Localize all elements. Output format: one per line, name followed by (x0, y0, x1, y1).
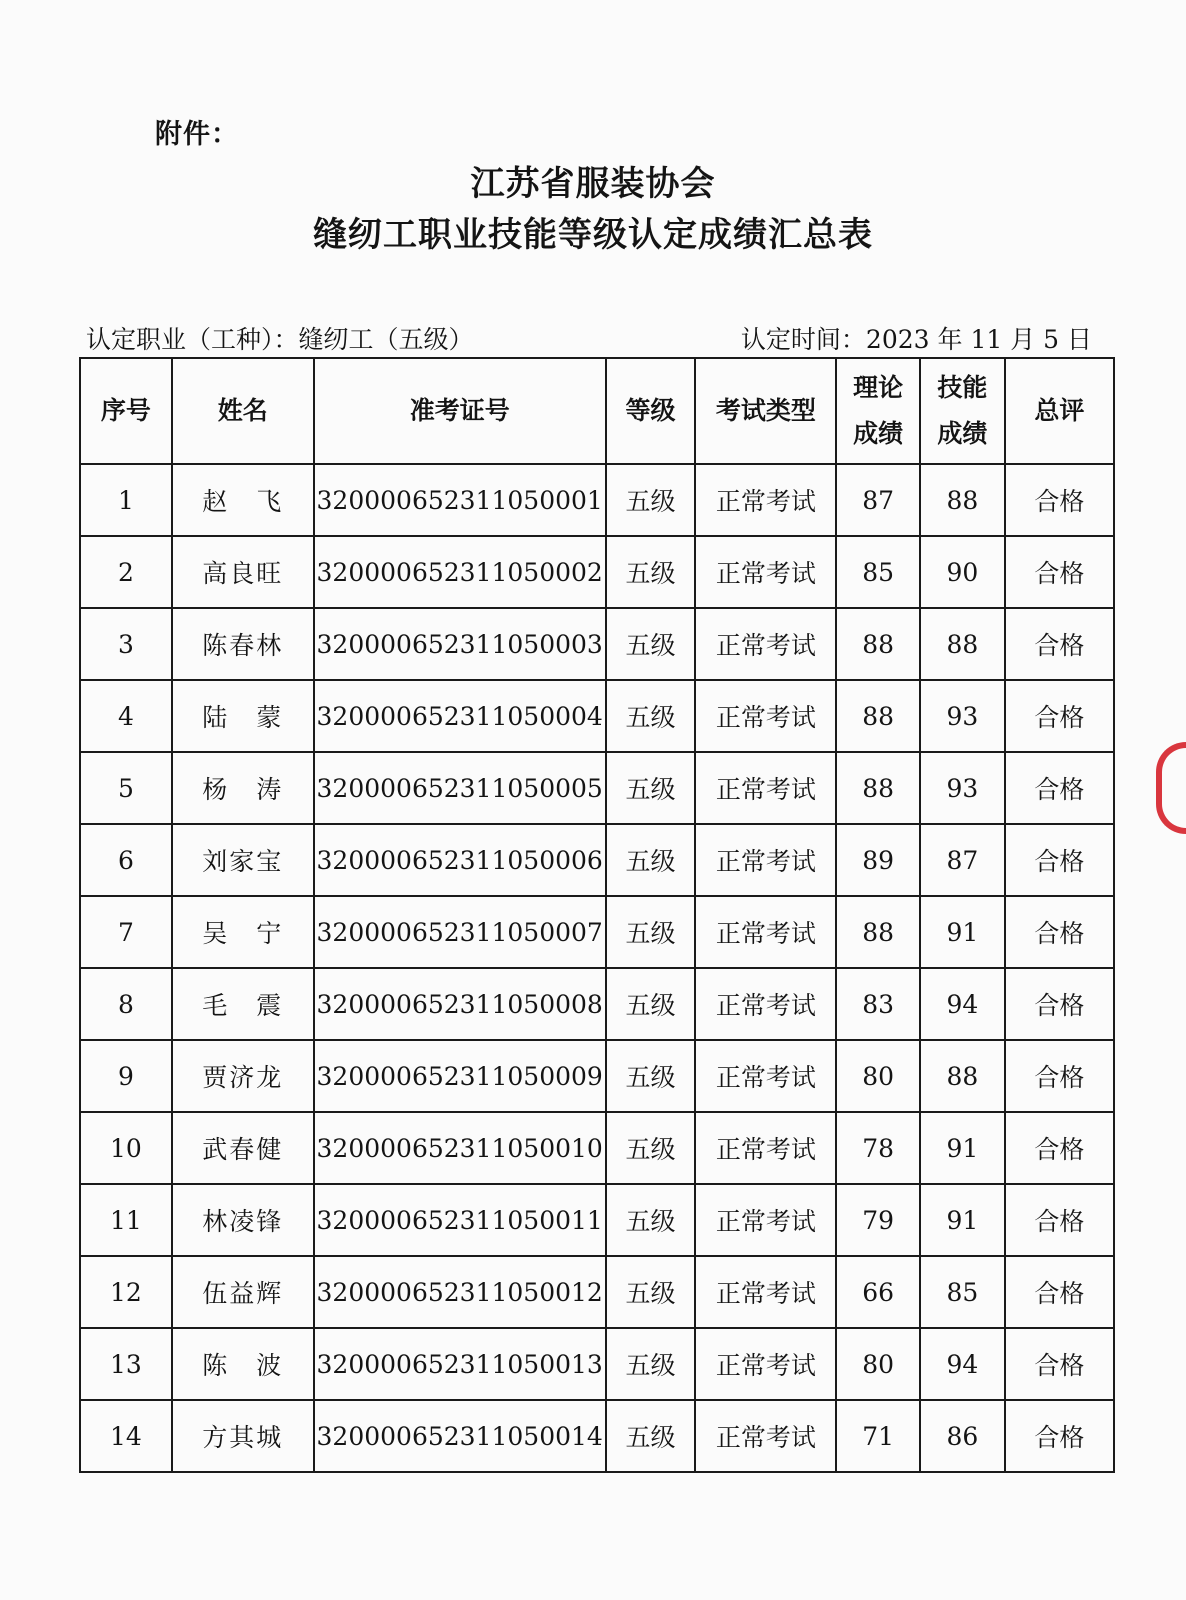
cell-exam-type: 正常考试 (695, 1112, 836, 1184)
cell-exam-type: 正常考试 (695, 752, 836, 824)
cell-exam-no: 320000652311050009 (314, 1040, 606, 1112)
cell-exam-type: 正常考试 (695, 824, 836, 896)
cell-seq: 11 (80, 1184, 172, 1256)
cell-overall: 合格 (1005, 968, 1114, 1040)
cell-exam-no: 320000652311050006 (314, 824, 606, 896)
table-row (80, 536, 1114, 608)
cell-theory-score: 88 (836, 608, 920, 680)
cell-seq: 3 (80, 608, 172, 680)
cell-skill-score: 94 (920, 968, 1005, 1040)
cell-exam-no: 320000652311050005 (314, 752, 606, 824)
header-theory-line1: 理论 (853, 373, 904, 402)
cell-overall: 合格 (1005, 1112, 1114, 1184)
cell-exam-no: 320000652311050013 (314, 1328, 606, 1400)
header-skill-line2: 成绩 (937, 419, 988, 448)
cell-exam-type: 正常考试 (695, 1400, 836, 1472)
cell-overall: 合格 (1005, 824, 1114, 896)
cell-level: 五级 (606, 536, 696, 608)
cell-seq: 1 (80, 464, 172, 536)
table-row (80, 464, 1114, 536)
cell-overall: 合格 (1005, 1328, 1114, 1400)
cell-seq: 14 (80, 1400, 172, 1472)
cell-skill-score: 85 (920, 1256, 1005, 1328)
cell-exam-type: 正常考试 (695, 464, 836, 536)
cell-skill-score: 93 (920, 680, 1005, 752)
cell-level: 五级 (606, 752, 696, 824)
cell-seq: 10 (80, 1112, 172, 1184)
header-skill-line1: 技能 (937, 373, 988, 402)
cell-overall: 合格 (1005, 1040, 1114, 1112)
cell-theory-score: 79 (836, 1184, 920, 1256)
cell-level: 五级 (606, 1040, 696, 1112)
cell-skill-score: 90 (920, 536, 1005, 608)
table-row (80, 896, 1114, 968)
cell-name: 方其城 (172, 1400, 314, 1472)
cell-seq: 4 (80, 680, 172, 752)
cell-name: 伍益辉 (172, 1256, 314, 1328)
cell-skill-score: 91 (920, 1112, 1005, 1184)
cell-name: 林凌锋 (172, 1184, 314, 1256)
cell-exam-no: 320000652311050014 (314, 1400, 606, 1472)
cell-overall: 合格 (1005, 680, 1114, 752)
cell-name: 毛 震 (172, 968, 314, 1040)
cell-name: 赵 飞 (172, 464, 314, 536)
cell-exam-type: 正常考试 (695, 1040, 836, 1112)
cell-theory-score: 83 (836, 968, 920, 1040)
cell-exam-no: 320000652311050012 (314, 1256, 606, 1328)
cell-level: 五级 (606, 1112, 696, 1184)
table-row (80, 968, 1114, 1040)
header-seq: 序号 (80, 358, 172, 464)
cell-theory-score: 85 (836, 536, 920, 608)
table-row (80, 1400, 1114, 1472)
table-row (80, 608, 1114, 680)
cell-overall: 合格 (1005, 752, 1114, 824)
cell-level: 五级 (606, 896, 696, 968)
cell-overall: 合格 (1005, 536, 1114, 608)
cell-seq: 2 (80, 536, 172, 608)
cell-overall: 合格 (1005, 464, 1114, 536)
cell-level: 五级 (606, 464, 696, 536)
cell-skill-score: 94 (920, 1328, 1005, 1400)
grades-table (79, 357, 1115, 1473)
cell-skill-score: 87 (920, 824, 1005, 896)
cell-theory-score: 89 (836, 824, 920, 896)
cell-exam-type: 正常考试 (695, 680, 836, 752)
cell-theory-score: 88 (836, 680, 920, 752)
cell-exam-no: 320000652311050003 (314, 608, 606, 680)
table-row (80, 1256, 1114, 1328)
table-header-row (80, 358, 1114, 464)
cell-name: 贾济龙 (172, 1040, 314, 1112)
cell-seq: 8 (80, 968, 172, 1040)
cell-exam-type: 正常考试 (695, 968, 836, 1040)
cell-seq: 12 (80, 1256, 172, 1328)
cell-seq: 7 (80, 896, 172, 968)
cell-exam-no: 320000652311050001 (314, 464, 606, 536)
cell-exam-type: 正常考试 (695, 896, 836, 968)
cell-exam-no: 320000652311050007 (314, 896, 606, 968)
table-row (80, 1328, 1114, 1400)
cell-overall: 合格 (1005, 896, 1114, 968)
cell-name: 刘家宝 (172, 824, 314, 896)
cell-skill-score: 91 (920, 1184, 1005, 1256)
cell-name: 陆 蒙 (172, 680, 314, 752)
cell-name: 杨 涛 (172, 752, 314, 824)
cell-name: 陈 波 (172, 1328, 314, 1400)
table-row (80, 752, 1114, 824)
cell-skill-score: 91 (920, 896, 1005, 968)
table-row (80, 824, 1114, 896)
cell-skill-score: 93 (920, 752, 1005, 824)
cell-exam-type: 正常考试 (695, 608, 836, 680)
attachment-label: 附件： (155, 119, 239, 150)
cell-theory-score: 88 (836, 896, 920, 968)
cell-level: 五级 (606, 680, 696, 752)
cell-exam-no: 320000652311050011 (314, 1184, 606, 1256)
cell-overall: 合格 (1005, 1256, 1114, 1328)
assessment-date: 认定时间：2023 年 11 月 5 日 (740, 325, 1092, 354)
header-exam-type: 考试类型 (695, 358, 836, 464)
cell-level: 五级 (606, 608, 696, 680)
cell-exam-type: 正常考试 (695, 536, 836, 608)
header-skill-score (920, 358, 1005, 464)
cell-overall: 合格 (1005, 1184, 1114, 1256)
cell-name: 陈春林 (172, 608, 314, 680)
cell-exam-type: 正常考试 (695, 1256, 836, 1328)
cell-level: 五级 (606, 1328, 696, 1400)
cell-exam-no: 320000652311050002 (314, 536, 606, 608)
table-row (80, 1112, 1114, 1184)
cell-skill-score: 88 (920, 1040, 1005, 1112)
document-title-table: 缝纫工职业技能等级认定成绩汇总表 (313, 215, 873, 255)
cell-seq: 6 (80, 824, 172, 896)
header-name: 姓名 (172, 358, 314, 464)
occupation-label: 认定职业（工种）：缝纫工（五级） (86, 325, 474, 354)
cell-theory-score: 71 (836, 1400, 920, 1472)
header-theory-score (836, 358, 920, 464)
cell-level: 五级 (606, 1400, 696, 1472)
cell-name: 高良旺 (172, 536, 314, 608)
cell-theory-score: 78 (836, 1112, 920, 1184)
cell-level: 五级 (606, 824, 696, 896)
cell-seq: 13 (80, 1328, 172, 1400)
cell-skill-score: 86 (920, 1400, 1005, 1472)
cell-exam-type: 正常考试 (695, 1184, 836, 1256)
header-overall: 总评 (1005, 358, 1114, 464)
document-title-organization: 江苏省服装协会 (470, 164, 716, 204)
cell-theory-score: 88 (836, 752, 920, 824)
header-exam-no: 准考证号 (314, 358, 606, 464)
cell-seq: 5 (80, 752, 172, 824)
table-row (80, 680, 1114, 752)
cell-overall: 合格 (1005, 1400, 1114, 1472)
cell-exam-no: 320000652311050010 (314, 1112, 606, 1184)
cell-name: 吴 宁 (172, 896, 314, 968)
cell-seq: 9 (80, 1040, 172, 1112)
cell-level: 五级 (606, 1184, 696, 1256)
cell-theory-score: 87 (836, 464, 920, 536)
cell-level: 五级 (606, 1256, 696, 1328)
cell-level: 五级 (606, 968, 696, 1040)
table-row (80, 1040, 1114, 1112)
cell-theory-score: 66 (836, 1256, 920, 1328)
cell-skill-score: 88 (920, 608, 1005, 680)
cell-exam-type: 正常考试 (695, 1328, 836, 1400)
cell-skill-score: 88 (920, 464, 1005, 536)
header-theory-line2: 成绩 (853, 419, 904, 448)
cell-theory-score: 80 (836, 1328, 920, 1400)
cell-overall: 合格 (1005, 608, 1114, 680)
table-row (80, 1184, 1114, 1256)
cell-exam-no: 320000652311050004 (314, 680, 606, 752)
cell-theory-score: 80 (836, 1040, 920, 1112)
cell-name: 武春健 (172, 1112, 314, 1184)
cell-exam-no: 320000652311050008 (314, 968, 606, 1040)
header-level: 等级 (606, 358, 696, 464)
red-stamp-edge (1156, 742, 1186, 834)
